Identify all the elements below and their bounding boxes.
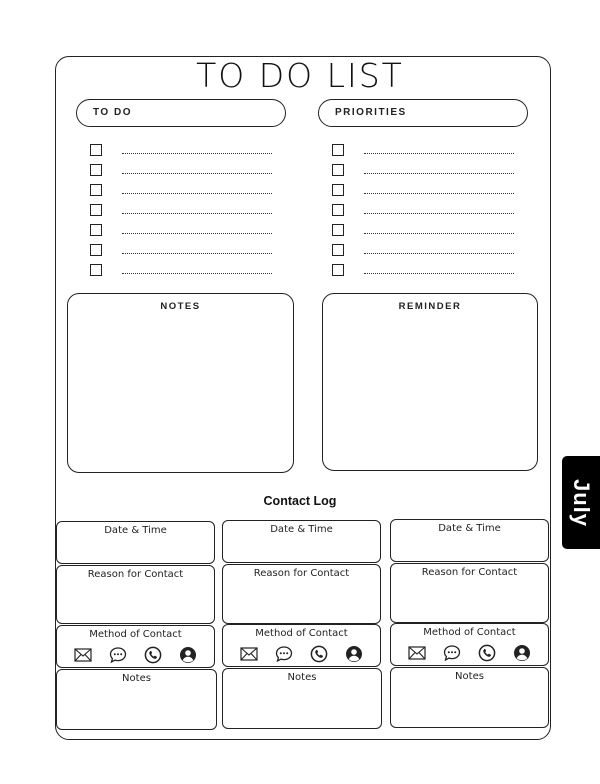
envelope-icon[interactable] xyxy=(408,646,426,660)
priority-item xyxy=(332,262,522,282)
method-icons xyxy=(391,644,548,662)
todo-item xyxy=(90,262,280,282)
priority-item xyxy=(332,142,522,162)
notes-field[interactable] xyxy=(390,667,549,728)
priority-checkbox[interactable] xyxy=(332,264,344,276)
notes-field-label: Notes xyxy=(455,671,484,682)
person-icon[interactable] xyxy=(513,644,531,662)
priority-item xyxy=(332,162,522,182)
priority-item xyxy=(332,182,522,202)
priority-line[interactable] xyxy=(364,173,514,174)
envelope-icon[interactable] xyxy=(74,648,92,662)
method-label: Method of Contact xyxy=(255,628,348,639)
phone-icon[interactable] xyxy=(310,645,328,663)
reason-field[interactable] xyxy=(222,564,381,624)
reason-label: Reason for Contact xyxy=(421,567,518,578)
priority-checkbox[interactable] xyxy=(332,164,344,176)
notes-label: NOTES xyxy=(160,301,201,312)
method-field xyxy=(56,625,215,668)
notes-field-label: Notes xyxy=(287,672,317,683)
reason-field[interactable] xyxy=(56,565,215,624)
chat-bubble-icon[interactable] xyxy=(109,646,127,664)
phone-icon[interactable] xyxy=(144,646,162,664)
priority-line[interactable] xyxy=(364,233,514,234)
method-label: Method of Contact xyxy=(89,629,182,640)
month-tab[interactable] xyxy=(562,456,600,549)
priority-line[interactable] xyxy=(364,213,514,214)
priority-item xyxy=(332,222,522,242)
priority-line[interactable] xyxy=(364,153,514,154)
date-time-label: Date & Time xyxy=(438,523,501,534)
todo-line[interactable] xyxy=(122,253,272,254)
contact-log-title: Contact Log xyxy=(263,494,337,508)
reminder-label: REMINDER xyxy=(398,301,462,312)
date-time-field[interactable] xyxy=(390,519,549,562)
chat-bubble-icon[interactable] xyxy=(275,645,293,663)
method-label: Method of Contact xyxy=(423,627,516,638)
priorities-list xyxy=(332,142,522,282)
todo-header: TO DO xyxy=(76,99,286,127)
method-field xyxy=(390,623,549,666)
priority-checkbox[interactable] xyxy=(332,224,344,236)
priority-line[interactable] xyxy=(364,193,514,194)
method-icons xyxy=(223,645,380,663)
date-time-label: Date & Time xyxy=(104,525,167,536)
priority-line[interactable] xyxy=(364,253,514,254)
reason-label: Reason for Contact xyxy=(87,569,184,580)
todo-checkbox[interactable] xyxy=(90,224,102,236)
notes-box[interactable] xyxy=(67,293,294,473)
person-icon[interactable] xyxy=(345,645,363,663)
todo-item xyxy=(90,162,280,182)
todo-line[interactable] xyxy=(122,233,272,234)
reason-field[interactable] xyxy=(390,563,549,623)
todo-line[interactable] xyxy=(122,193,272,194)
priority-line[interactable] xyxy=(364,273,514,274)
todo-line[interactable] xyxy=(122,173,272,174)
reminder-box[interactable] xyxy=(322,293,538,471)
todo-item xyxy=(90,202,280,222)
todo-checkbox[interactable] xyxy=(90,244,102,256)
todo-item xyxy=(90,142,280,162)
todo-checkbox[interactable] xyxy=(90,204,102,216)
notes-field-label: Notes xyxy=(122,673,151,684)
priority-item xyxy=(332,242,522,262)
todo-line[interactable] xyxy=(122,213,272,214)
priority-item xyxy=(332,202,522,222)
priority-checkbox[interactable] xyxy=(332,184,344,196)
todo-line[interactable] xyxy=(122,273,272,274)
todo-line[interactable] xyxy=(122,153,272,154)
priority-checkbox[interactable] xyxy=(332,144,344,156)
date-time-label: Date & Time xyxy=(270,524,333,535)
priority-checkbox[interactable] xyxy=(332,204,344,216)
month-tab-label: July xyxy=(569,478,594,527)
person-icon[interactable] xyxy=(179,646,197,664)
todo-checkbox[interactable] xyxy=(90,144,102,156)
todo-item xyxy=(90,222,280,242)
phone-icon[interactable] xyxy=(478,644,496,662)
notes-field[interactable] xyxy=(56,669,217,730)
todo-checkbox[interactable] xyxy=(90,164,102,176)
date-time-field[interactable] xyxy=(56,521,215,564)
envelope-icon[interactable] xyxy=(240,647,258,661)
todo-checkbox[interactable] xyxy=(90,264,102,276)
method-icons xyxy=(57,646,214,664)
todo-item xyxy=(90,242,280,262)
page-title: TO DO LIST xyxy=(196,56,404,95)
todo-item xyxy=(90,182,280,202)
priorities-header: PRIORITIES xyxy=(318,99,528,127)
todo-list xyxy=(90,142,280,282)
todo-checkbox[interactable] xyxy=(90,184,102,196)
reason-label: Reason for Contact xyxy=(253,568,350,579)
notes-field[interactable] xyxy=(222,668,382,729)
date-time-field[interactable] xyxy=(222,520,381,563)
chat-bubble-icon[interactable] xyxy=(443,644,461,662)
priority-checkbox[interactable] xyxy=(332,244,344,256)
method-field xyxy=(222,624,381,667)
